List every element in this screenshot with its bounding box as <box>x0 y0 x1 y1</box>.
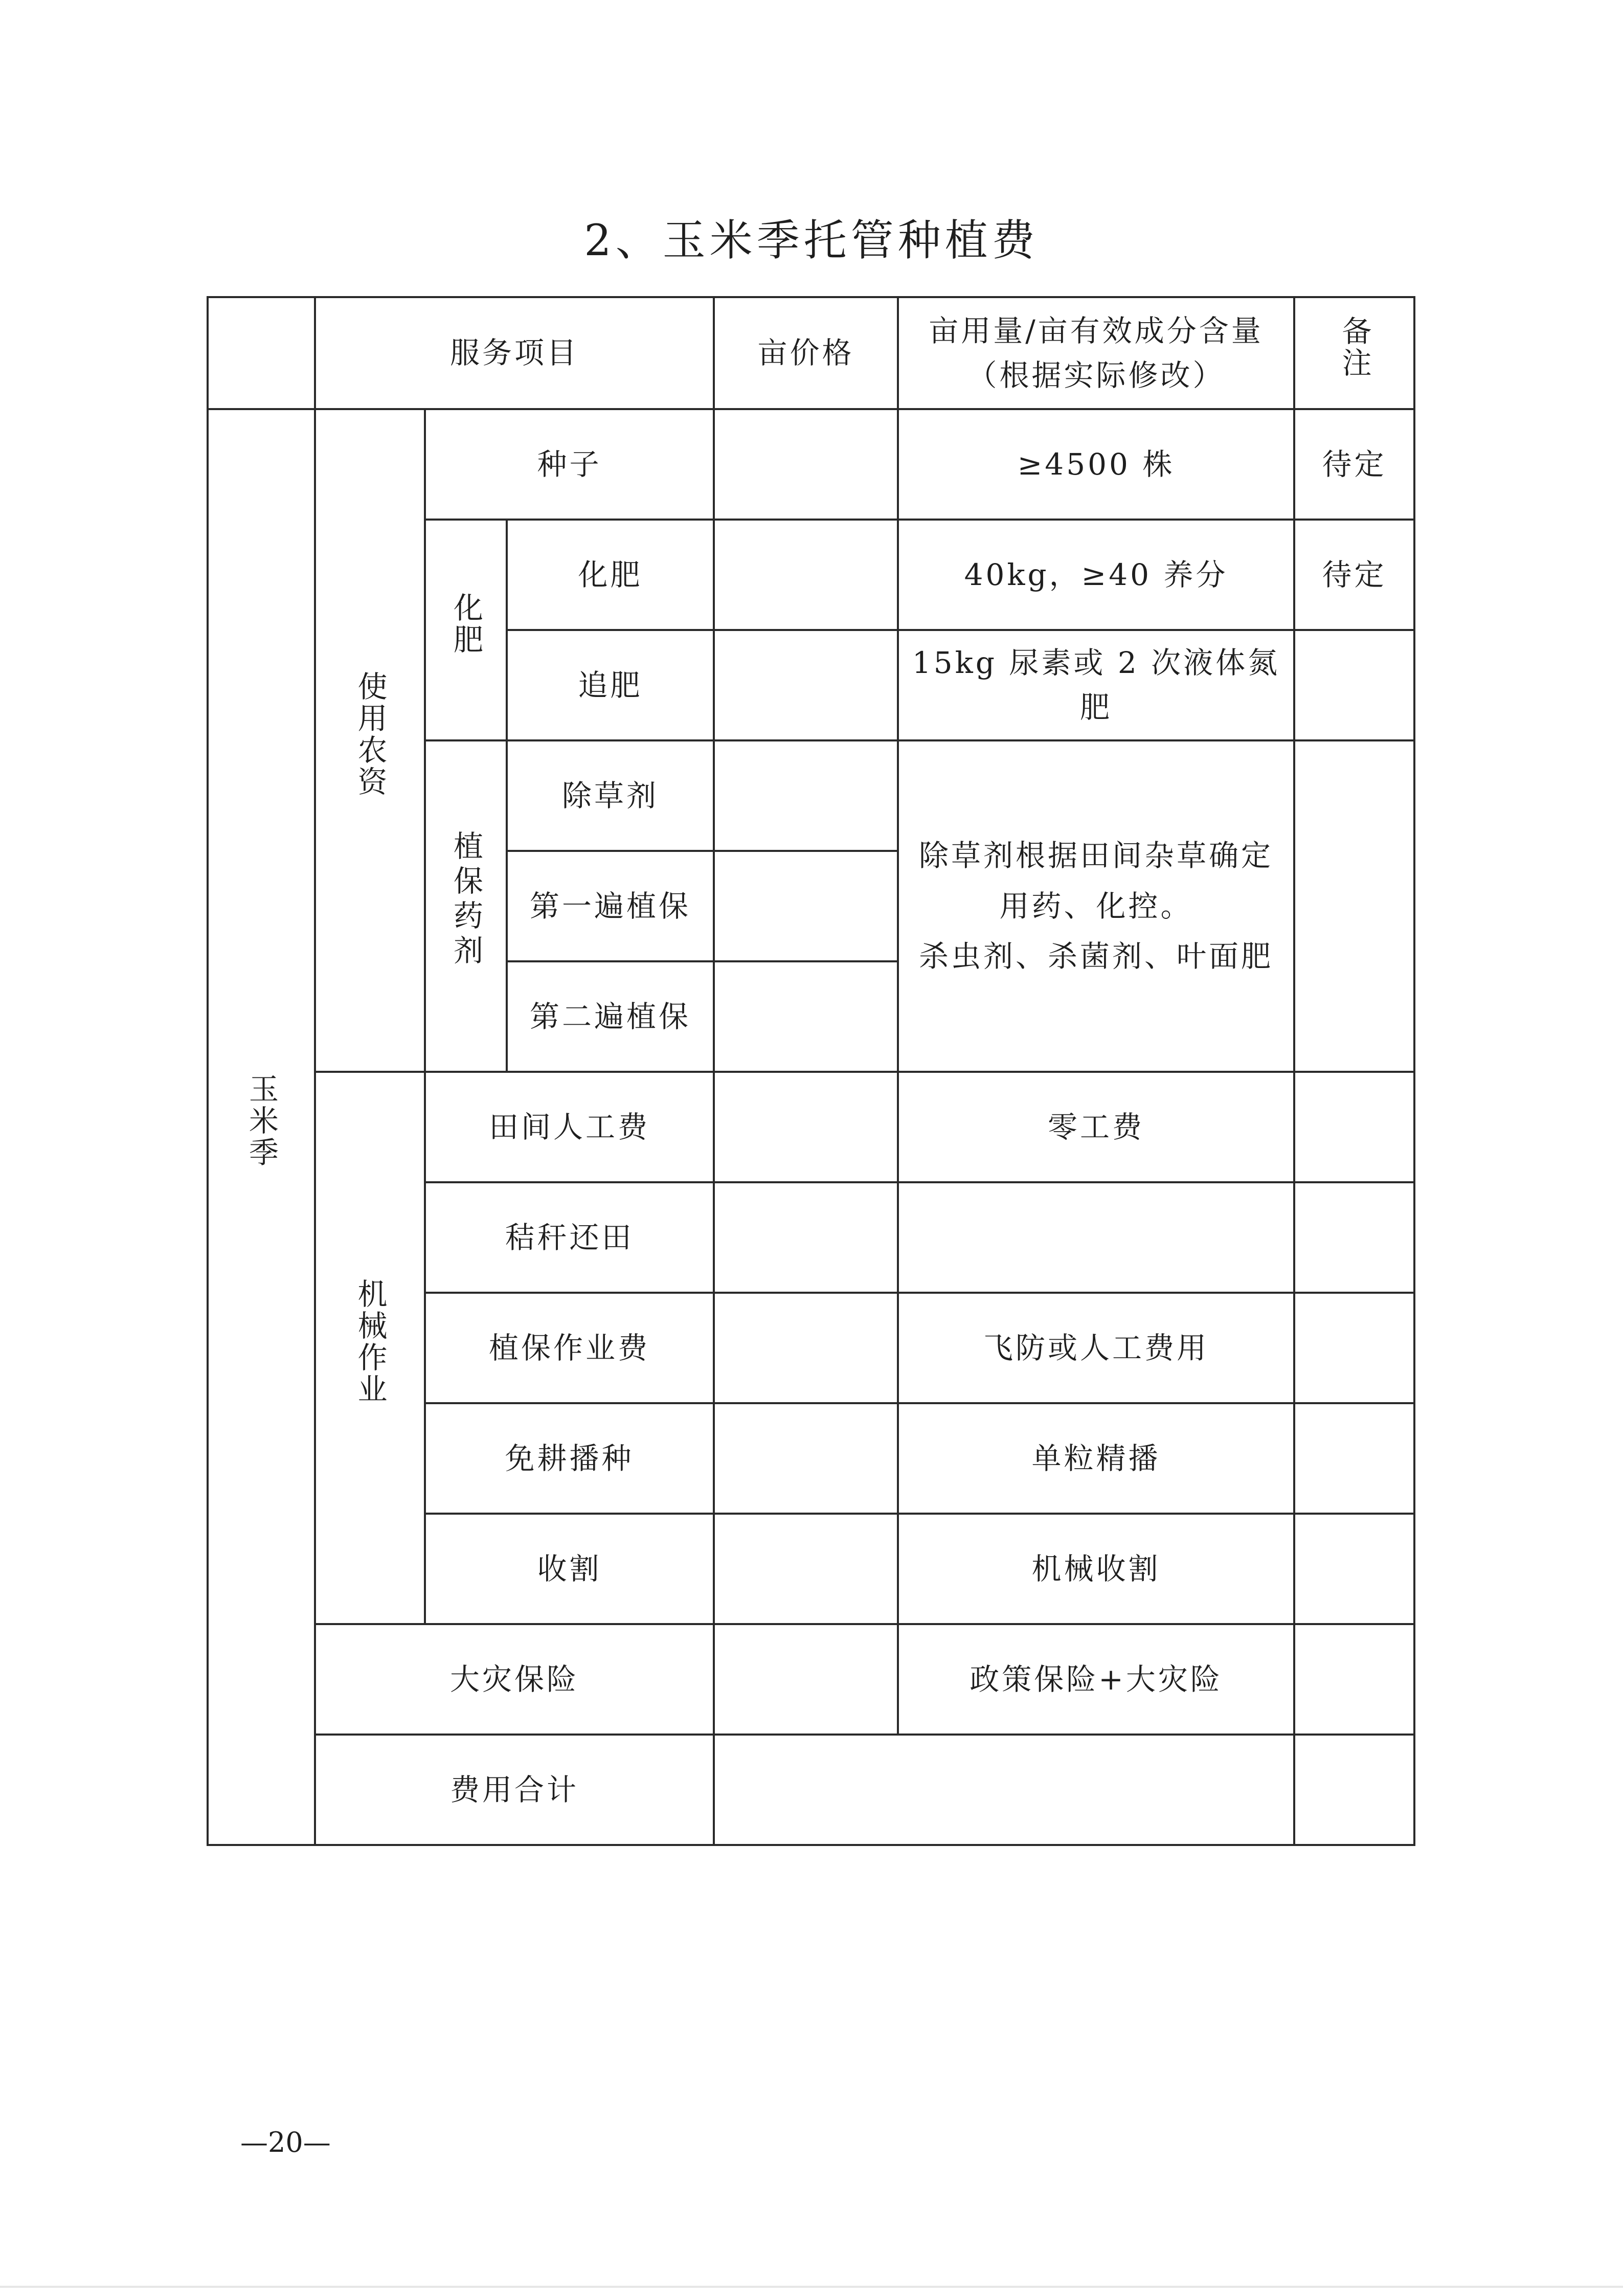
insurance-dosage: 政策保险+大灾险 <box>898 1624 1294 1735</box>
seed-dosage: ≥4500 株 <box>898 409 1294 520</box>
protection-note-line3: 杀虫剂、杀菌剂、叶面肥 <box>919 939 1274 974</box>
topdressing-item: 追肥 <box>507 630 714 740</box>
field-labor-item: 田间人工费 <box>425 1072 714 1182</box>
protection2-price <box>714 961 898 1072</box>
header-remark <box>1294 297 1414 409</box>
seed-price <box>714 409 898 520</box>
insurance-item: 大灾保险 <box>315 1624 714 1735</box>
herbicide-item: 除草剂 <box>507 740 714 851</box>
group-machinery-label: 机械作业 <box>352 1278 388 1405</box>
seed-item: 种子 <box>425 409 714 520</box>
season-label: 玉米季 <box>244 1073 279 1168</box>
straw-item: 秸秆还田 <box>425 1182 714 1293</box>
protection-note-cell <box>898 740 1294 1072</box>
herbicide-price <box>714 740 898 851</box>
group-protection-cell <box>425 740 507 1072</box>
fertilizer-item: 化肥 <box>507 520 714 630</box>
straw-price <box>714 1182 898 1293</box>
protection-note-line1: 除草剂根据田间杂草确定 <box>919 838 1274 873</box>
insurance-remark <box>1294 1624 1414 1735</box>
fertilizer-dosage: 40kg，≥40 养分 <box>898 520 1294 630</box>
harvest-price <box>714 1514 898 1624</box>
table-row-seed <box>208 409 1414 520</box>
total-item: 费用合计 <box>315 1735 714 1845</box>
cost-table <box>207 296 1415 1846</box>
total-remark <box>1294 1735 1414 1845</box>
protection1-item: 第一遍植保 <box>507 851 714 961</box>
group-machinery-cell <box>315 1072 425 1624</box>
total-value <box>714 1735 1294 1845</box>
protection-remark <box>1294 740 1414 1072</box>
insurance-price <box>714 1624 898 1735</box>
group-inputs-cell <box>315 409 425 1072</box>
header-service-item: 服务项目 <box>315 297 714 409</box>
spraying-dosage: 飞防或人工费用 <box>898 1293 1294 1403</box>
header-price: 亩价格 <box>714 297 898 409</box>
spraying-price <box>714 1293 898 1403</box>
sowing-remark <box>1294 1403 1414 1514</box>
field-labor-remark <box>1294 1072 1414 1182</box>
page-bottom-edge <box>0 2286 1623 2288</box>
field-labor-dosage: 零工费 <box>898 1072 1294 1182</box>
table-row-total <box>208 1735 1414 1845</box>
field-labor-price <box>714 1072 898 1182</box>
protection2-item: 第二遍植保 <box>507 961 714 1072</box>
spraying-item: 植保作业费 <box>425 1293 714 1403</box>
header-dosage-line2: （根据实际修改） <box>967 357 1225 393</box>
straw-remark <box>1294 1182 1414 1293</box>
page-title: 2、玉米季托管种植费 <box>584 215 1039 265</box>
fertilizer-price <box>714 520 898 630</box>
spraying-remark <box>1294 1293 1414 1403</box>
season-cell <box>208 409 315 1845</box>
topdressing-price <box>714 630 898 740</box>
group-protection-label: 植保药剂 <box>448 830 483 970</box>
straw-dosage <box>898 1182 1294 1293</box>
seed-remark: 待定 <box>1294 409 1414 520</box>
page-number: —20— <box>240 2126 331 2158</box>
header-remark-text: 备注 <box>1337 315 1372 379</box>
harvest-remark <box>1294 1514 1414 1624</box>
group-fertilizer-label: 化肥 <box>448 592 483 656</box>
group-fertilizer-cell <box>425 520 507 740</box>
table-row-field-labor <box>208 1072 1414 1182</box>
topdressing-remark <box>1294 630 1414 740</box>
sowing-item: 免耕播种 <box>425 1403 714 1514</box>
sowing-dosage: 单粒精播 <box>898 1403 1294 1514</box>
header-corner <box>208 297 315 409</box>
protection1-price <box>714 851 898 961</box>
header-dosage <box>898 297 1294 409</box>
topdressing-dosage: 15kg 尿素或 2 次液体氮肥 <box>898 630 1294 740</box>
table-row-insurance <box>208 1624 1414 1735</box>
header-dosage-line1: 亩用量/亩有效成分含量 <box>929 313 1264 348</box>
table-header-row <box>208 297 1414 409</box>
protection-note-line2: 用药、化控。 <box>999 888 1193 924</box>
sowing-price <box>714 1403 898 1514</box>
group-inputs-label: 使用农资 <box>352 671 388 798</box>
fertilizer-remark: 待定 <box>1294 520 1414 630</box>
harvest-dosage: 机械收割 <box>898 1514 1294 1624</box>
harvest-item: 收割 <box>425 1514 714 1624</box>
protection-note <box>919 830 1273 982</box>
